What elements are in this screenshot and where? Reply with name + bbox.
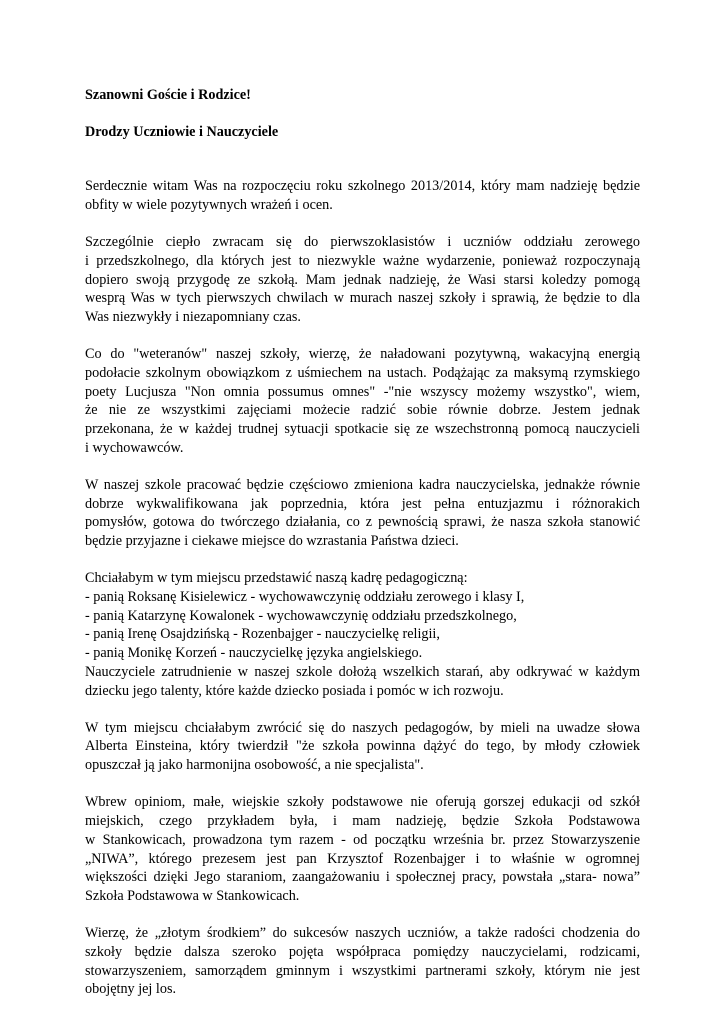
text-line: Nauczyciele zatrudnienie w naszej szkole dołożą wszelkich starań, aby odkrywać w każdym <box>85 663 640 680</box>
text-line: i przedszkolnego, dla których jest to niezwykle ważne wydarzenie, ponieważ rozpoczynają <box>85 253 640 270</box>
paragraph-einstein <box>85 719 640 775</box>
text-line: pomysłów, gotowa do twórczego działania, co z pewnością sprawi, że nasza szkoła stanowić <box>85 514 640 531</box>
text-line: poety Lucjusza "Non omnia possumus omnes" -"nie wszyscy możemy wszystko", wiem, <box>85 383 640 400</box>
staff-item: - panią Roksanę Kisielewicz - wychowawczynię oddziału zerowego i klasy I, <box>85 589 525 606</box>
text-line: że nie ze wszystkimi zajęciami możecie radzić sobie równie dobrze. Jestem jednak <box>85 402 640 419</box>
text-line: Wbrew opiniom, małe, wiejskie szkoły podstawowe nie oferują gorszej edukacji od szkół <box>85 794 640 811</box>
text-line: dobrze wykwalifikowana jak poprzednia, która jest pełna entuzjazmu i różnorakich <box>85 495 640 512</box>
text-line: stowarzyszeniem, samorządem gminnym i wszystkimi partnerami szkoły, którym nie jest <box>85 962 640 979</box>
text-line: przekonana, że w każdej trudnej sytuacji spotkacie się ze wszechstronną pomocą nauczycieli <box>85 421 640 438</box>
staff-item: - panią Irenę Osajdzińską - Rozenbajger - nauczycielkę religii, <box>85 626 440 643</box>
greeting-heading-2: Drodzy Uczniowie i Nauczyciele <box>85 123 279 140</box>
paragraph-cooperation <box>85 924 640 999</box>
text-line: Szkoła Podstawowa w Stankowicach. <box>85 887 300 904</box>
text-line: Alberta Einsteina, który twierdził "że szkoła powinna dążyć do tego, by młody człowiek <box>85 738 640 755</box>
text-line: Was niezwykły i niezapomniany czas. <box>85 309 301 326</box>
staff-item: - panią Monikę Korzeń - nauczycielkę języka angielskiego. <box>85 645 423 662</box>
text-line: szkoły będzie dalsza szeroko pojęta współpraca pomiędzy nauczycielami, rodzicami, <box>85 943 640 960</box>
text-line: Co do "weteranów" naszej szkoły, wierzę, że naładowani pozytywną, wakacyjną energią <box>85 346 640 363</box>
text-line: obojętny jej los. <box>85 981 177 998</box>
staff-list-block <box>85 569 640 700</box>
paragraph-first-graders <box>85 233 640 327</box>
staff-item: - panią Katarzynę Kowalonek - wychowawczynię oddziału przedszkolnego, <box>85 607 517 624</box>
text-line: „NIWA”, którego prezesem jest pan Krzysztof Rozenbajger i to właśnie w ogromnej <box>85 850 640 867</box>
greeting-heading: Szanowni Goście i Rodzice! <box>85 87 251 103</box>
text-line: opuszczał ją jako harmonijna osobowość, a nie specjalista". <box>85 757 424 774</box>
text-line: wesprą Was w tych pierwszych chwilach w murach naszej szkoły i sprawią, że będzie to dla <box>85 290 640 307</box>
text-line: podołacie szkolnym obowiązkom z uśmiechem na ustach. Podążając za maksymą rzymskiego <box>85 365 640 382</box>
paragraph-staff-change <box>85 476 640 551</box>
paragraph-village-schools <box>85 793 640 905</box>
text-line: większości dzięki Jego staraniom, zaangażowaniu i społecznej pracy, powstała „stara- nowa” <box>85 869 640 886</box>
text-line: miejskich, czego przykładem była, i mam nadzieję, będzie Szkoła Podstawowa <box>85 813 640 830</box>
paragraph-veterans <box>85 345 640 457</box>
text-line: W tym miejscu chciałabym zwrócić się do naszych pedagogów, by mieli na uwadze słowa <box>85 719 640 736</box>
text-line: i wychowawców. <box>85 439 184 456</box>
text-line: będzie przyjazne i ciekawe miejsce do wzrastania Państwa dzieci. <box>85 533 459 550</box>
text-line: W naszej szkole pracować będzie częściowo zmieniona kadra nauczycielska, jednakże równie <box>85 477 640 494</box>
text-line: Serdecznie witam Was na rozpoczęciu roku szkolnego 2013/2014, który mam nadzieję będzie <box>85 178 640 195</box>
text-line: dziecku jego talenty, które każde dziecko posiada i pomóc w ich rozwoju. <box>85 682 504 699</box>
paragraph-welcome <box>85 177 640 214</box>
text-line: Wierzę, że „złotym środkiem” do sukcesów naszych uczniów, a także radości chodzenia do <box>85 925 640 942</box>
staff-intro: Chciałabym w tym miejscu przedstawić naszą kadrę pedagogiczną: <box>85 570 468 587</box>
letter-page <box>85 86 640 1017</box>
text-line: obfity w wiele pozytywnych wrażeń i ocen. <box>85 197 333 214</box>
text-line: w Stankowicach, prowadzona tym razem - od początku września br. przez Stowarzyszenie <box>85 831 640 848</box>
text-line: dopiero swoją przygodę ze szkołą. Mam jednak nadzieję, że Wasi starsi koledzy pomogą <box>85 271 640 288</box>
text-line: Szczególnie ciepło zwracam się do pierwszoklasistów i uczniów oddziału zerowego <box>85 234 640 251</box>
